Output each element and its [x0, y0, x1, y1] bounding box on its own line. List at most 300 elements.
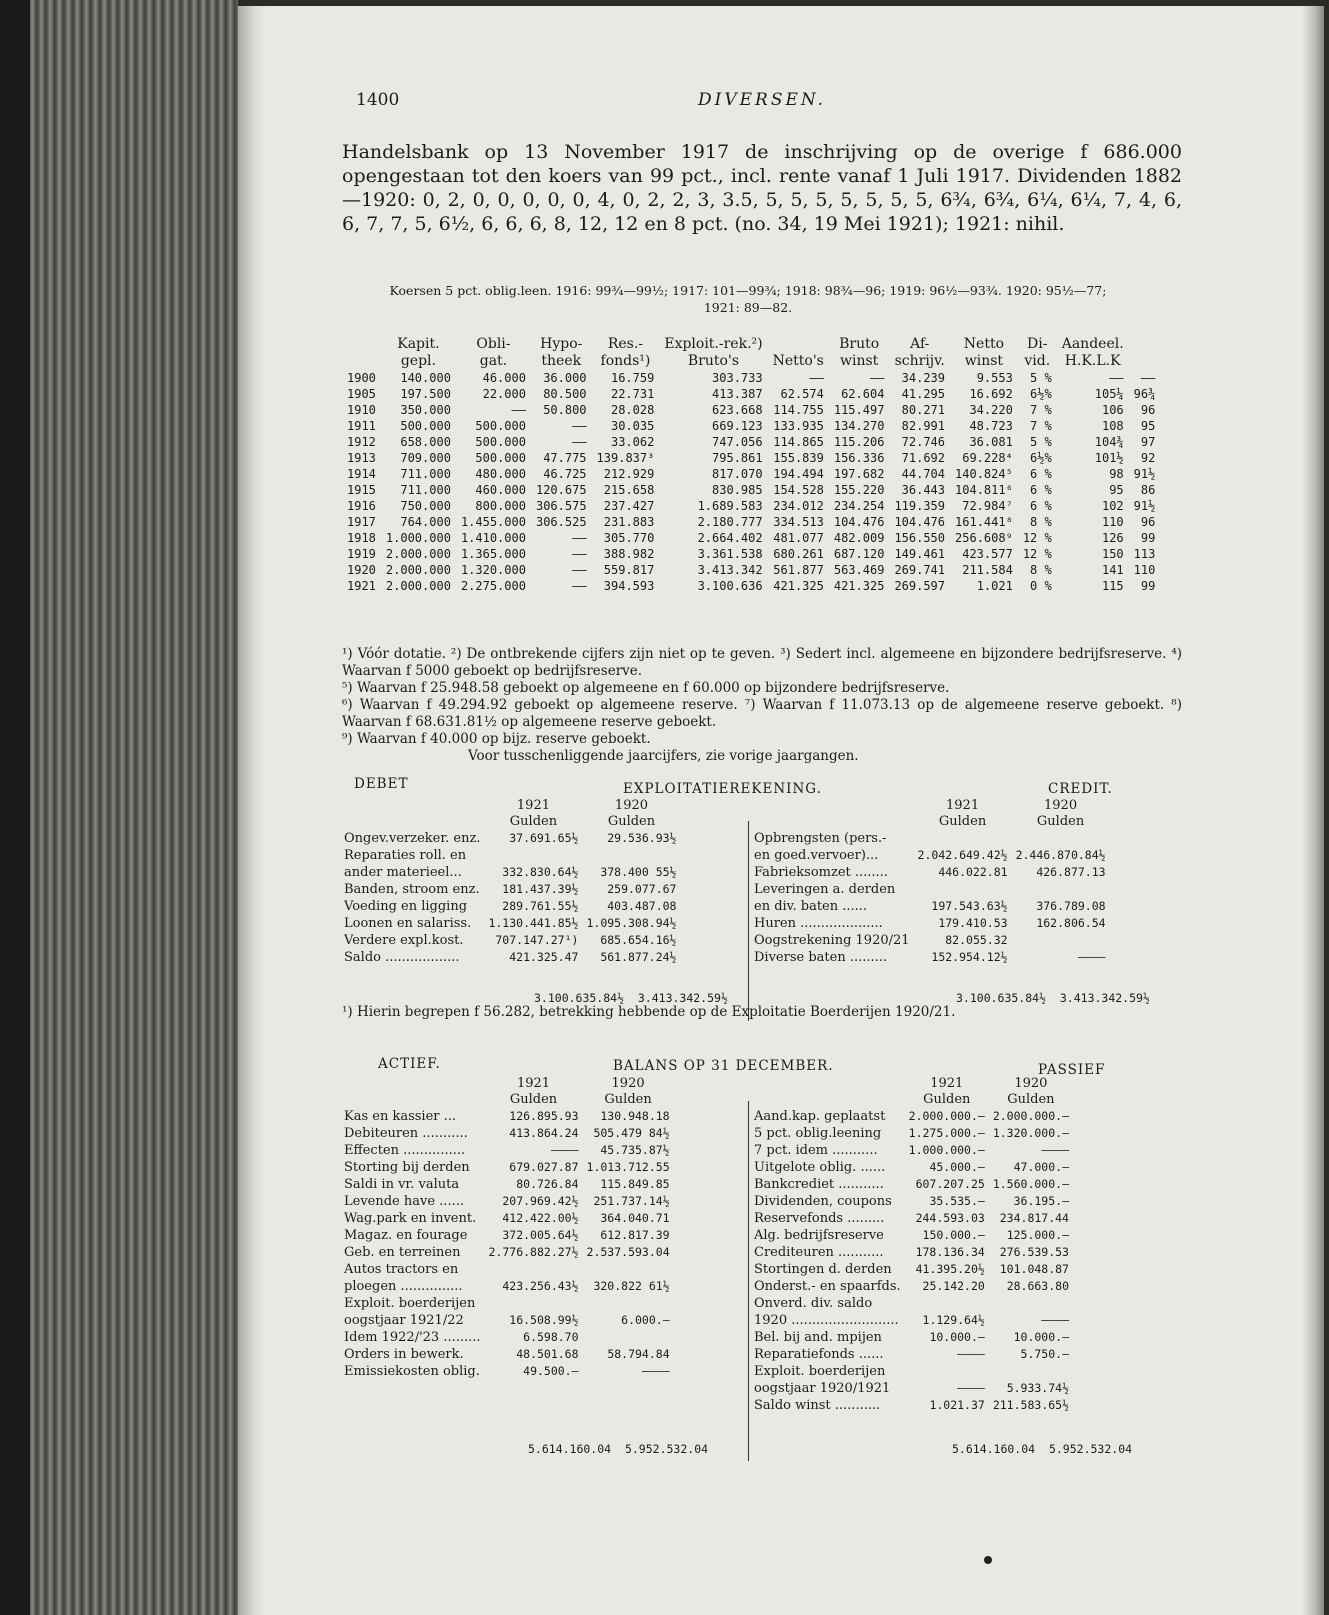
table-cell: 800.000	[475, 499, 526, 513]
table-cell: 658.000	[400, 435, 451, 449]
book-page	[238, 6, 1324, 1615]
table-cell: 0 %	[1030, 579, 1052, 593]
table-row	[342, 530, 1160, 546]
ledger-amount: 179.410.53	[938, 916, 1008, 930]
ledger-row	[340, 1244, 674, 1261]
table-cell: 421.325	[833, 579, 885, 593]
ledger-row	[340, 898, 680, 915]
table-row	[342, 386, 1160, 402]
table-cell: 22.000	[482, 387, 526, 401]
ledger-amount: 364.040.71	[600, 1211, 670, 1225]
table-cell: 2.180.777	[697, 515, 763, 529]
table-cell: 47.775	[543, 451, 587, 465]
table-cell: 197.682	[833, 467, 885, 481]
ledger-amount: 41.395.20½	[915, 1262, 985, 1276]
ledger-label: Storting bij derden	[344, 1160, 470, 1175]
ledger-amount: 376.789.08	[1036, 899, 1106, 913]
table-cell: 12 %	[1022, 547, 1052, 561]
ledger-label: Diverse baten .........	[754, 950, 888, 965]
ledger-row	[750, 1397, 1073, 1414]
ledger-amount: 2.776.882.27½	[488, 1245, 579, 1259]
ledger-amount: 29.536.93½	[607, 831, 677, 845]
table-cell: 211.584	[962, 563, 1013, 577]
table-cell: 154.528	[773, 483, 824, 497]
table-cell: 36.081	[969, 435, 1013, 449]
column-header: Kapit.	[397, 336, 440, 352]
row-year: 1911	[347, 419, 376, 433]
ledger-row	[340, 1278, 674, 1295]
row-year: 1919	[347, 547, 376, 561]
ledger-amount: 211.583.65½	[992, 1398, 1069, 1412]
table-cell: 12 %	[1022, 531, 1052, 545]
table-cell: 72.746	[901, 435, 946, 449]
ledger-amount: 126.895.93	[509, 1109, 579, 1123]
ledger-amount: 48.501.68	[516, 1347, 579, 1361]
ledger-row	[340, 1312, 674, 1329]
table-cell: 98	[1109, 467, 1124, 481]
row-year: 1918	[347, 531, 376, 545]
ledger-label: Saldo winst ...........	[754, 1398, 881, 1413]
table-cell: 16.759	[610, 371, 655, 385]
ledger-amount: 276.539.53	[999, 1245, 1069, 1259]
ledger-label: en goed.vervoer)...	[754, 848, 879, 863]
table-cell: 711.000	[400, 483, 451, 497]
ledger-amount: 25.142.20	[922, 1279, 985, 1293]
ledger-amount: 6.000.—	[621, 1313, 670, 1327]
table-cell: ——	[572, 531, 587, 545]
exploit-credit-table	[750, 798, 1110, 966]
ledger-amount: 130.948.18	[600, 1109, 670, 1123]
row-year: 1910	[347, 403, 376, 417]
row-year: 1913	[347, 451, 376, 465]
table-cell: 669.123	[712, 419, 763, 433]
ledger-row	[750, 830, 1110, 847]
ledger-label: Saldo ..................	[344, 950, 460, 965]
table-cell: 764.000	[400, 515, 451, 529]
table-cell: 104¾	[1094, 435, 1124, 449]
table-cell: 16.692	[969, 387, 1013, 401]
ledger-label: Autos tractors en	[344, 1262, 459, 1277]
col-year-1921: 1921 Gulden	[509, 1076, 558, 1107]
table-cell: 41.295	[901, 387, 946, 401]
table-cell: 1.689.583	[697, 499, 763, 513]
ledger-label: Bankcrediet ...........	[754, 1177, 884, 1192]
ledger-amount	[583, 1329, 674, 1346]
ledger-row	[750, 881, 1110, 898]
ledger-label: Alg. bedrijfsreserve	[754, 1228, 884, 1243]
ledger-row	[340, 932, 680, 949]
row-year: 1905	[347, 387, 376, 401]
ledger-amount: 259.077.67	[607, 882, 677, 896]
column-subheader: Bruto's	[687, 353, 740, 369]
table-cell: 155.220	[833, 483, 885, 497]
exploit-debet-totals: 3.100.635.84½ 3.413.342.59½	[534, 991, 728, 1005]
table-cell: 197.500	[400, 387, 451, 401]
col-year-1921: 1921 Gulden	[923, 1076, 971, 1107]
table-cell: 96	[1140, 403, 1156, 417]
ledger-row	[340, 1295, 674, 1312]
ledger-row	[750, 915, 1110, 932]
ledger-row	[750, 1278, 1073, 1295]
ledger-label: oogstjaar 1920/1921	[754, 1381, 891, 1396]
table-cell: 50.800	[543, 403, 587, 417]
table-cell: 2.000.000	[385, 579, 451, 593]
col-year-1920: 1920 Gulden	[604, 1076, 652, 1107]
ledger-amount: 152.954.12½	[931, 950, 1008, 964]
table-cell: 350.000	[400, 403, 451, 417]
ledger-amount: 5.750.—	[1020, 1347, 1069, 1361]
table-cell: 413.387	[712, 387, 763, 401]
table-cell: 95	[1109, 483, 1124, 497]
table-cell: 795.861	[712, 451, 763, 465]
table-header	[342, 336, 1160, 370]
ledger-label: Emissiekosten oblig.	[344, 1364, 480, 1379]
ledger-amount	[914, 881, 1012, 898]
intro-paragraph	[342, 140, 1182, 236]
ledger-label: Exploit. boerderijen	[344, 1296, 476, 1311]
table-cell: 306.525	[535, 515, 587, 529]
table-cell: 22.731	[610, 387, 655, 401]
table-cell: 3.100.636	[697, 579, 763, 593]
ledger-amount: 2.446.870.84½	[1015, 848, 1106, 862]
ledger-label: Aand.kap. geplaatst	[754, 1109, 886, 1124]
ledger-label: Debiteuren ...........	[344, 1126, 468, 1141]
table-cell: 115.206	[833, 435, 885, 449]
ledger-label: Uitgelote oblig. ......	[754, 1160, 886, 1175]
ledger-row	[750, 1210, 1073, 1227]
table-cell: ——	[572, 579, 587, 593]
footnote-line: ¹) Vóór dotatie. ²) De ontbrekende cijfers zijn niet op te geven. ³) Sedert incl. algemeene en bijzondere bedrijfsreserve. ⁴) Waarvan f 5000 geboekt op bedrijfsreserve.	[342, 646, 1182, 679]
table-cell: 86	[1140, 483, 1156, 497]
ledger-amount: 426.877.13	[1036, 865, 1106, 879]
ledger-label: ander materieel...	[344, 865, 462, 880]
ledger-amount: 150.000.—	[922, 1228, 985, 1242]
table-cell: 140.000	[400, 371, 451, 385]
ledger-row	[340, 847, 680, 864]
ledger-amount: 2.537.593.04	[586, 1245, 670, 1259]
table-footnotes	[342, 646, 1182, 748]
ledger-amount: 372.005.64½	[502, 1228, 579, 1242]
col-year-1920: 1920 Gulden	[1036, 798, 1085, 829]
ledger-row	[750, 1363, 1073, 1380]
ledger-row	[750, 1193, 1073, 1210]
table-cell: 747.056	[712, 435, 763, 449]
ledger-label: Leveringen a. derden	[754, 882, 896, 897]
balans-actief-table	[340, 1076, 674, 1380]
table-cell: 141	[1101, 563, 1124, 577]
column-subheader: schrijv.	[894, 353, 945, 369]
table-cell: 709.000	[400, 451, 451, 465]
table-cell: 8 %	[1030, 515, 1052, 529]
table-cell: 108	[1101, 419, 1124, 433]
ledger-row	[340, 1329, 674, 1346]
annual-figures-table	[342, 336, 1160, 594]
ledger-row	[750, 1125, 1073, 1142]
ledger-amount: 1.275.000.—	[908, 1126, 985, 1140]
table-cell: 72.984⁷	[962, 499, 1013, 513]
table-cell: 101½	[1094, 451, 1124, 465]
table-cell: 114.865	[773, 435, 824, 449]
footnote-line: ⁶) Waarvan f 49.294.92 geboekt op algemeene reserve. ⁷) Waarvan f 11.073.13 op de algemeene reserve geboekt. ⁸) Waarvan f 68.631.81½ op algemeene reserve geboekt.	[342, 697, 1182, 730]
balans-passief-table	[750, 1076, 1073, 1414]
ledger-amount: 37.691.65½	[509, 831, 579, 845]
ledger-amount: 178.136.34	[915, 1245, 985, 1259]
table-cell: 5 %	[1030, 371, 1052, 385]
ledger-row	[750, 1329, 1073, 1346]
table-cell: 134.270	[833, 419, 885, 433]
ledger-amount: 80.726.84	[516, 1177, 579, 1191]
ledger-amount	[914, 830, 1012, 847]
column-header: Bruto	[839, 336, 880, 352]
table-cell: 46.000	[482, 371, 526, 385]
ledger-amount	[583, 1295, 674, 1312]
table-cell: 105¼	[1094, 387, 1124, 401]
ledger-amount	[989, 1363, 1073, 1380]
table-cell: 62.604	[841, 387, 885, 401]
ledger-amount: 45.000.—	[929, 1160, 985, 1174]
ledger-label: Voeding en ligging	[344, 899, 468, 914]
ledger-amount	[485, 1295, 583, 1312]
credit-label: CREDIT.	[1048, 781, 1113, 797]
ledger-label: 1920 ..........................	[754, 1313, 899, 1328]
page-number: 1400	[356, 90, 400, 110]
ledger-amount: ————	[550, 1143, 579, 1157]
table-row	[342, 418, 1160, 434]
table-cell: 563.469	[833, 563, 885, 577]
ledger-amount: ————	[641, 1364, 670, 1378]
table-cell: ——	[572, 435, 587, 449]
table-row	[342, 450, 1160, 466]
ledger-row	[750, 1380, 1073, 1397]
column-subheader: vid.	[1024, 353, 1051, 369]
table-cell: 104.476	[833, 515, 885, 529]
ledger-amount: 707.147.27¹)	[495, 933, 579, 947]
ledger-amount: 181.437.39½	[502, 882, 579, 896]
ledger-row	[750, 1244, 1073, 1261]
table-cell: 482.009	[833, 531, 885, 545]
table-cell: 133.935	[773, 419, 824, 433]
ledger-row	[750, 1312, 1073, 1329]
ledger-row	[340, 1346, 674, 1363]
ledger-amount: 412.422.00½	[502, 1211, 579, 1225]
ledger-row	[340, 949, 680, 966]
table-cell: 234.012	[773, 499, 824, 513]
ledger-amount: 679.027.87	[509, 1160, 579, 1174]
ledger-label: en div. baten ......	[754, 899, 868, 914]
ledger-amount: 10.000.—	[929, 1330, 985, 1344]
table-cell: 2.000.000	[385, 563, 451, 577]
ledger-row	[340, 1142, 674, 1159]
running-title: DIVERSEN.	[698, 90, 827, 110]
ledger-row	[750, 1108, 1073, 1125]
row-year: 1920	[347, 563, 376, 577]
ledger-row	[340, 915, 680, 932]
table-cell: 256.608⁹	[955, 531, 1013, 545]
ledger-label: 5 pct. oblig.leening	[754, 1126, 882, 1141]
exploit-debet-table	[340, 798, 680, 966]
table-cell: 559.817	[603, 563, 655, 577]
table-cell: 269.597	[894, 579, 946, 593]
ledger-amount	[485, 1261, 583, 1278]
ledger-row	[340, 1125, 674, 1142]
ledger-amount: 561.877.24½	[600, 950, 677, 964]
ledger-amount: 36.195.—	[1013, 1194, 1069, 1208]
table-cell: 1.000.000	[385, 531, 451, 545]
table-cell: 48.723	[969, 419, 1013, 433]
table-cell: 82.991	[901, 419, 946, 433]
ledger-amount	[989, 1295, 1073, 1312]
debet-label: DEBET	[354, 776, 409, 792]
ledger-amount	[1012, 881, 1110, 898]
row-year: 1917	[347, 515, 376, 529]
ledger-amount: ————	[1041, 1313, 1069, 1327]
table-cell: 156.336	[833, 451, 885, 465]
table-cell: 115.497	[833, 403, 885, 417]
table-cell: 96	[1140, 515, 1156, 529]
ledger-amount: 1.320.000.—	[992, 1126, 1069, 1140]
ledger-amount: 82.055.32	[945, 933, 1008, 947]
ledger-label: Levende have ......	[344, 1194, 464, 1209]
table-cell: 33.062	[610, 435, 655, 449]
column-subheader: Netto's	[772, 353, 824, 369]
ledger-amount: 251.737.14½	[593, 1194, 670, 1208]
ledger-amount: 197.543.63½	[931, 899, 1008, 913]
footnote-line: ⁹) Waarvan f 40.000 op bijz. reserve geboekt.	[342, 731, 651, 747]
table-cell: 6 %	[1030, 499, 1052, 513]
ledger-row	[750, 1159, 1073, 1176]
ledger-row	[340, 1159, 674, 1176]
exploit-divider	[748, 821, 749, 1021]
table-cell: ——	[869, 371, 885, 385]
table-cell: 36.443	[901, 483, 946, 497]
table-row	[342, 578, 1160, 594]
column-subheader	[1129, 353, 1161, 370]
ledger-amount	[905, 1295, 989, 1312]
ledger-row	[340, 864, 680, 881]
table-cell: 421.325	[773, 579, 824, 593]
ledger-label: Stortingen d. derden	[754, 1262, 892, 1277]
exploit-credit	[750, 798, 1110, 966]
table-cell: 119.359	[894, 499, 946, 513]
table-cell: 104.811⁶	[955, 483, 1013, 497]
table-cell: 7 %	[1030, 419, 1052, 433]
ledger-amount: 612.817.39	[600, 1228, 670, 1242]
table-cell: 6 %	[1030, 467, 1052, 481]
table-cell: 194.494	[773, 467, 824, 481]
actief-label: ACTIEF.	[378, 1056, 441, 1072]
exploit-debet	[340, 798, 680, 966]
ledger-label: Fabrieksomzet ........	[754, 865, 888, 880]
table-cell: 96¾	[1133, 387, 1156, 401]
ledger-amount: 1.021.37	[929, 1398, 985, 1412]
column-subheader: gepl.	[400, 353, 436, 369]
ledger-label: Exploit. boerderijen	[754, 1364, 886, 1379]
table-cell: 212.929	[603, 467, 655, 481]
table-cell: ——	[572, 547, 587, 561]
column-subheader: gat.	[479, 353, 508, 369]
ledger-amount: 423.256.43½	[502, 1279, 579, 1293]
table-cell: 99	[1140, 531, 1156, 545]
ledger-row	[340, 881, 680, 898]
column-header: Obli-	[476, 336, 511, 352]
exploit-credit-totals: 3.100.635.84½ 3.413.342.59½	[956, 991, 1150, 1005]
ledger-row	[750, 949, 1110, 966]
ledger-amount: 16.508.99½	[509, 1313, 579, 1327]
table-cell: 110	[1133, 563, 1156, 577]
ledger-row	[750, 1261, 1073, 1278]
ledger-label: Saldi in vr. valuta	[344, 1177, 460, 1192]
table-cell: 460.000	[475, 483, 526, 497]
ledger-label: Crediteuren ...........	[754, 1245, 884, 1260]
table-row	[342, 482, 1160, 498]
table-cell: ——	[1140, 371, 1156, 385]
table-cell: 1.410.000	[460, 531, 526, 545]
ledger-row	[340, 1210, 674, 1227]
table-cell: 1.365.000	[460, 547, 526, 561]
table-cell: 8 %	[1030, 563, 1052, 577]
column-header	[1129, 336, 1161, 353]
ledger-amount: 45.735.87½	[600, 1143, 670, 1157]
table-cell: 269.741	[894, 563, 946, 577]
table-cell: 1.455.000	[460, 515, 526, 529]
ledger-amount: 207.969.42½	[502, 1194, 579, 1208]
table-cell: 1.320.000	[460, 563, 526, 577]
table-cell: 6½%	[1030, 451, 1052, 465]
table-cell: 155.839	[773, 451, 824, 465]
ledger-amount: 1.013.712.55	[586, 1160, 670, 1174]
ledger-label: Geb. en terreinen	[344, 1245, 461, 1260]
table-cell: 120.675	[535, 483, 587, 497]
table-cell: 9.553	[976, 371, 1013, 385]
row-year: 1916	[347, 499, 376, 513]
table-cell: ——	[809, 371, 824, 385]
ledger-amount: 1.129.64½	[922, 1313, 985, 1327]
see-previous-note: Voor tusschenliggende jaarcijfers, zie vorige jaargangen.	[468, 748, 859, 764]
ledger-amount: 10.000.—	[1013, 1330, 1069, 1344]
table-cell: 71.692	[901, 451, 946, 465]
table-cell: 303.733	[712, 371, 763, 385]
table-row	[342, 562, 1160, 578]
table-cell: 149.461	[894, 547, 946, 561]
ledger-amount: 125.000.—	[1006, 1228, 1069, 1242]
page-gutter	[238, 6, 266, 1615]
ledger-label: Ongev.verzeker. enz.	[344, 831, 481, 846]
table-cell: 6½%	[1030, 387, 1052, 401]
ledger-amount: 413.864.24	[509, 1126, 579, 1140]
koersen-line: Koersen 5 pct. oblig.leen. 1916: 99¾—99½; 1917: 101—99¾; 1918: 98¾—96; 1919: 96½—93¾. 1920: 95½—77; 1921: 89—82.	[389, 283, 1107, 315]
balans-passief-totals: 5.614.160.04 5.952.532.04	[952, 1442, 1133, 1456]
ledger-amount: 332.830.64½	[502, 865, 579, 879]
table-cell: 156.550	[894, 531, 946, 545]
row-year: 1921	[347, 579, 376, 593]
table-cell: 104.476	[894, 515, 946, 529]
ledger-label: Huren ....................	[754, 916, 883, 931]
ledger-amount: ————	[1041, 1143, 1069, 1157]
table-cell: 34.239	[901, 371, 946, 385]
table-cell: 750.000	[400, 499, 451, 513]
table-cell: 5 %	[1030, 435, 1052, 449]
ledger-amount: 607.207.25	[915, 1177, 985, 1191]
table-cell: 161.441⁸	[955, 515, 1013, 529]
table-cell: 623.668	[712, 403, 763, 417]
ledger-row	[340, 1363, 674, 1380]
table-cell: 687.120	[833, 547, 885, 561]
ledger-amount: 244.593.03	[915, 1211, 985, 1225]
table-row	[342, 546, 1160, 562]
table-cell: 423.577	[962, 547, 1013, 561]
ledger-label: Opbrengsten (pers.-	[754, 831, 887, 846]
ledger-amount: 101.048.87	[999, 1262, 1069, 1276]
